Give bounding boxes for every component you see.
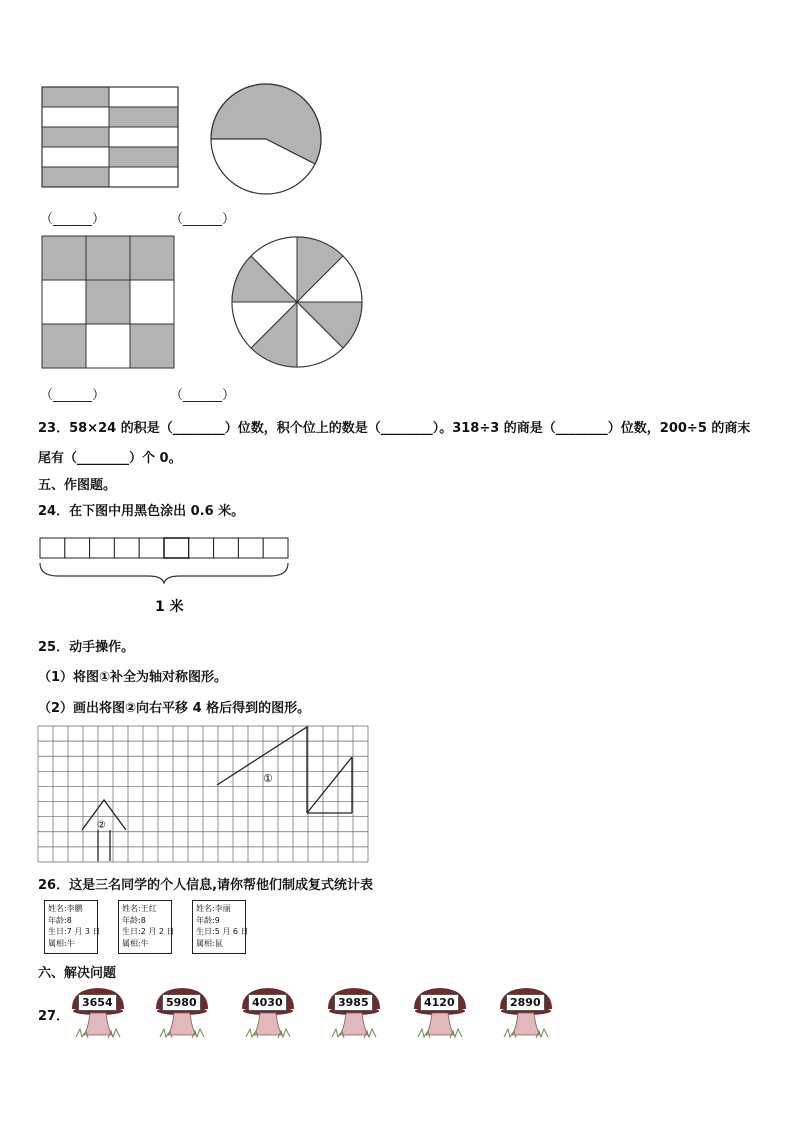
- card-zodiac: 属相:牛: [122, 938, 149, 948]
- mushroom-card: [238, 985, 298, 1041]
- strip-cell: [189, 538, 214, 558]
- question-26-text: 26．这是三名同学的个人信息,请你帮他们制成复式统计表: [38, 878, 374, 893]
- mushroom-card: [410, 985, 470, 1041]
- brace-icon: [40, 563, 288, 583]
- grid-cell: [42, 236, 86, 280]
- question-27-number: 27．: [38, 1009, 70, 1024]
- section-five-heading: 五、作图题。: [38, 478, 117, 493]
- question-25-title: 25．动手操作。: [38, 640, 135, 655]
- grid-cell: [130, 236, 174, 280]
- answer-blank-4: （______）: [170, 388, 236, 403]
- mushroom-card: [152, 985, 212, 1041]
- strip-cell: [214, 538, 239, 558]
- question-23-line2: 尾有（________）个 0。: [38, 451, 182, 466]
- grid-cell: [86, 280, 130, 324]
- stripe-cell: [42, 127, 109, 147]
- figure-1-shape: [217, 727, 307, 813]
- stripe-cell: [42, 147, 109, 167]
- card-name: 姓名:李丽: [196, 904, 231, 913]
- stripe-cell: [109, 167, 178, 187]
- pie-eight-parts-figure: [230, 236, 366, 370]
- grid-cell: [42, 324, 86, 368]
- question-25-sub2: （2）画出将图②向右平移 4 格后得到的图形。: [38, 701, 311, 716]
- card-birthday: 生日:5 月 6 日: [196, 927, 249, 936]
- pie-three-parts-figure: [208, 82, 326, 198]
- question-25-sub1: （1）将图①补全为轴对称图形。: [38, 670, 228, 685]
- mushroom-number: 4030: [248, 994, 287, 1011]
- card-birthday: 生日:2 月 2 日: [122, 927, 175, 936]
- section-six-heading: 六、解决问题: [38, 966, 117, 981]
- stripe-cell: [42, 167, 109, 187]
- nine-square-grid-figure: [41, 235, 175, 371]
- figure-1-mark: ①: [263, 772, 273, 785]
- strip-cell: [238, 538, 263, 558]
- question-23-line1: 23．58×24 的积是（________）位数，积个位上的数是（________）。318÷3 的商是（________）位数，200÷5 的商末: [38, 421, 751, 436]
- card-name: 姓名:王红: [122, 904, 157, 913]
- stripe-cell: [109, 107, 178, 127]
- mushroom-number: 3654: [78, 994, 117, 1011]
- info-card-2: [118, 900, 175, 954]
- mushroom-card: [496, 985, 556, 1041]
- strip-cell: [65, 538, 90, 558]
- grid-cell: [130, 280, 174, 324]
- strip-cell: [139, 538, 164, 558]
- info-card-3: [192, 900, 249, 954]
- stripe-cell: [42, 87, 109, 107]
- mushroom-number: 3985: [334, 994, 373, 1011]
- card-age: 年龄:8: [122, 915, 146, 925]
- one-meter-label: 1 米: [155, 599, 184, 615]
- card-birthday: 生日:7 月 3 日: [48, 927, 101, 936]
- card-name: 姓名:李鹏: [48, 904, 83, 913]
- grid-drawing-board: [37, 725, 369, 863]
- question-24-text: 24．在下图中用黑色涂出 0.6 米。: [38, 504, 245, 519]
- mushroom-number: 5980: [162, 994, 201, 1011]
- mushroom-number: 4120: [420, 994, 459, 1011]
- striped-rectangle-figure: [41, 86, 181, 190]
- strip-cell: [114, 538, 139, 558]
- grid-cell: [130, 324, 174, 368]
- strip-cell: [40, 538, 65, 558]
- grid-cell: [86, 236, 130, 280]
- card-zodiac: 属相:牛: [48, 938, 75, 948]
- answer-blank-1: （______）: [40, 212, 106, 227]
- mushroom-card: [324, 985, 384, 1041]
- mushroom-card: [68, 985, 128, 1041]
- strip-cell: [263, 538, 288, 558]
- card-zodiac: 属相:鼠: [196, 938, 223, 948]
- strip-cell: [90, 538, 115, 558]
- mushroom-number: 2890: [506, 994, 545, 1011]
- meter-strip-figure: [38, 536, 292, 584]
- answer-blank-2: （______）: [170, 212, 236, 227]
- card-age: 年龄:8: [48, 915, 72, 925]
- answer-blank-3: （______）: [40, 388, 106, 403]
- stripe-cell: [109, 147, 178, 167]
- card-age: 年龄:9: [196, 915, 220, 925]
- stripe-cell: [109, 127, 178, 147]
- stripe-cell: [109, 87, 178, 107]
- figure-2-mark: ②: [97, 820, 106, 831]
- info-card-1: [44, 900, 101, 954]
- strip-cell: [164, 538, 189, 558]
- grid-cell: [42, 280, 86, 324]
- grid-cell: [86, 324, 130, 368]
- stripe-cell: [42, 107, 109, 127]
